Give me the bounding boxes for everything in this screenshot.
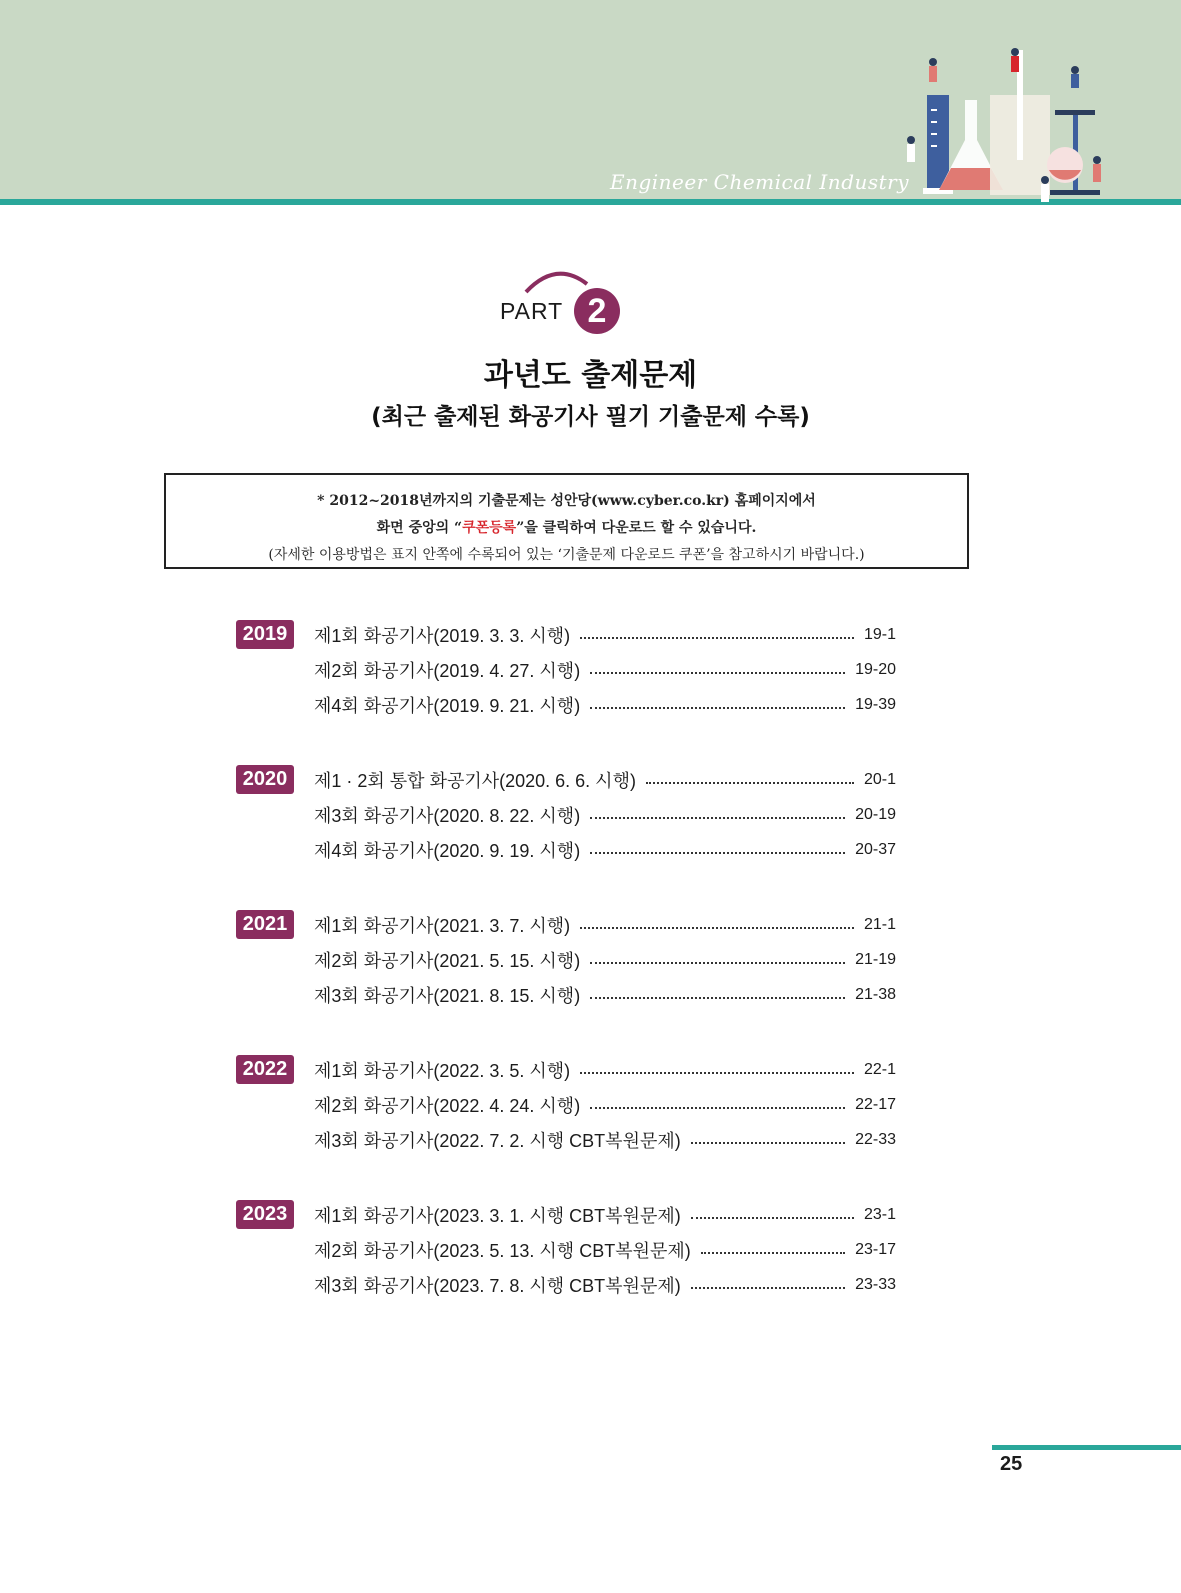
part-heading xyxy=(0,262,1181,342)
dot-leader xyxy=(580,637,854,639)
toc-entry-page: 23-33 xyxy=(855,1276,896,1293)
toc-entry[interactable] xyxy=(314,765,896,795)
year-badge: 2020 xyxy=(236,765,294,794)
toc-entry-title: 제1회 화공기사(2023. 3. 1. 시행 CBT복원문제) xyxy=(314,1206,681,1226)
part-label: PART xyxy=(500,298,564,324)
toc-entry-page: 23-1 xyxy=(863,1206,896,1223)
footer-rule xyxy=(992,1445,1181,1450)
toc-entry-page: 19-20 xyxy=(855,661,896,678)
year-badge: 2021 xyxy=(236,910,294,939)
dot-leader xyxy=(691,1217,854,1219)
page-title: 과년도 출제문제 xyxy=(483,358,698,393)
toc-entry-page: 20-19 xyxy=(855,806,896,823)
toc-entry-title: 제3회 화공기사(2021. 8. 15. 시행) xyxy=(314,986,581,1006)
dot-leader xyxy=(580,927,854,929)
toc-entry-page: 23-17 xyxy=(855,1241,896,1258)
toc-entry-title: 제2회 화공기사(2019. 4. 27. 시행) xyxy=(314,661,581,681)
notice-line-2 xyxy=(166,515,967,542)
toc-entry-page: 20-1 xyxy=(863,771,896,788)
toc-entry[interactable] xyxy=(314,1200,896,1230)
toc-entry-page: 22-33 xyxy=(855,1131,896,1148)
page-number: 25 xyxy=(1000,1453,1023,1475)
toc-entry-page: 21-1 xyxy=(863,916,896,933)
dot-leader xyxy=(691,1142,845,1144)
dot-leader xyxy=(646,782,854,784)
toc-entry-title: 제1회 화공기사(2022. 3. 5. 시행) xyxy=(314,1061,571,1081)
notice-line-2-prefix: 화면 중앙의 “ xyxy=(376,520,463,536)
toc-entry[interactable] xyxy=(314,910,896,940)
toc-entry[interactable] xyxy=(314,1270,896,1300)
dot-leader xyxy=(590,997,845,999)
part-number-badge: 2 xyxy=(574,288,620,334)
page-subtitle: (최근 출제된 화공기사 필기 기출문제 수록) xyxy=(371,404,810,430)
toc-entry-page: 20-37 xyxy=(855,841,896,858)
notice-box xyxy=(164,473,969,569)
toc-entry-title: 제3회 화공기사(2022. 7. 2. 시행 CBT복원문제) xyxy=(314,1131,681,1151)
toc-entry[interactable] xyxy=(314,1125,896,1155)
year-badge: 2019 xyxy=(236,620,294,649)
dot-leader xyxy=(691,1287,845,1289)
toc-entry-page: 21-19 xyxy=(855,951,896,968)
toc-entry[interactable] xyxy=(314,1090,896,1120)
lab-glassware-illustration xyxy=(905,40,1145,225)
toc-entry-title: 제4회 화공기사(2020. 9. 19. 시행) xyxy=(314,841,581,861)
dot-leader xyxy=(590,962,845,964)
year-badge: 2023 xyxy=(236,1200,294,1229)
notice-line-2-suffix: ”을 클릭하여 다운로드 할 수 있습니다. xyxy=(516,520,757,536)
toc-entry-title: 제1회 화공기사(2021. 3. 7. 시행) xyxy=(314,916,571,936)
toc-entry-title: 제2회 화공기사(2023. 5. 13. 시행 CBT복원문제) xyxy=(314,1241,691,1261)
dot-leader xyxy=(580,1072,854,1074)
header-subtitle: Engineer Chemical Industry xyxy=(610,170,910,194)
dot-leader xyxy=(590,707,845,709)
year-badge: 2022 xyxy=(236,1055,294,1084)
toc-entry[interactable] xyxy=(314,800,896,830)
toc-entry-page: 19-39 xyxy=(855,696,896,713)
toc-entry[interactable] xyxy=(314,690,896,720)
toc-entry-page: 21-38 xyxy=(855,986,896,1003)
dot-leader xyxy=(590,1107,845,1109)
toc-entry-page: 22-17 xyxy=(855,1096,896,1113)
notice-line-3: (자세한 이용방법은 표지 안쪽에 수록되어 있는 ‘기출문제 다운로드 쿠폰’을 참고하시기 바랍니다.) xyxy=(268,547,865,563)
toc-entry-title: 제3회 화공기사(2020. 8. 22. 시행) xyxy=(314,806,581,826)
dot-leader xyxy=(590,817,845,819)
toc-entry-title: 제1 · 2회 통합 화공기사(2020. 6. 6. 시행) xyxy=(314,771,636,791)
toc-entry-title: 제1회 화공기사(2019. 3. 3. 시행) xyxy=(314,626,571,646)
toc-entry[interactable] xyxy=(314,1055,896,1085)
toc-entry-title: 제2회 화공기사(2021. 5. 15. 시행) xyxy=(314,951,581,971)
toc-entry[interactable] xyxy=(314,1235,896,1265)
toc-entry[interactable] xyxy=(314,835,896,865)
dot-leader xyxy=(590,852,845,854)
dot-leader xyxy=(701,1252,845,1254)
toc-entry[interactable] xyxy=(314,655,896,685)
toc-entry-page: 19-1 xyxy=(863,626,896,643)
dot-leader xyxy=(590,672,845,674)
toc-entry-title: 제3회 화공기사(2023. 7. 8. 시행 CBT복원문제) xyxy=(314,1276,681,1296)
toc-entry-title: 제4회 화공기사(2019. 9. 21. 시행) xyxy=(314,696,581,716)
toc-entry-title: 제2회 화공기사(2022. 4. 24. 시행) xyxy=(314,1096,581,1116)
coupon-register-highlight: 쿠폰등록 xyxy=(462,520,517,536)
notice-line-1: * 2012~2018년까지의 기출문제는 성안당(www.cyber.co.kr) 홈페이지에서 xyxy=(317,493,816,509)
toc-entry-page: 22-1 xyxy=(863,1061,896,1078)
toc-entry[interactable] xyxy=(314,945,896,975)
toc-entry[interactable] xyxy=(314,620,896,650)
toc-entry[interactable] xyxy=(314,980,896,1010)
